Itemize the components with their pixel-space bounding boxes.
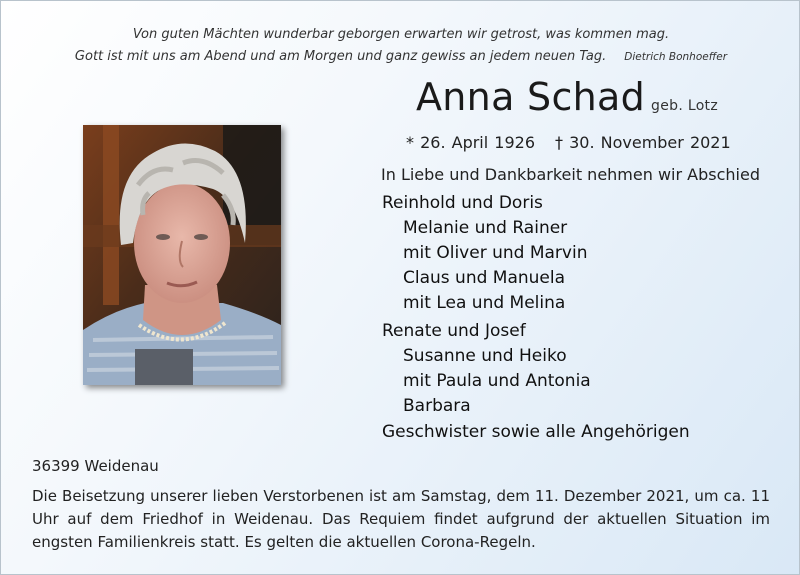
deceased-name-block [416, 73, 718, 130]
family-member: Claus und Manuela [403, 268, 566, 288]
family-member: Susanne und Heiko [403, 346, 567, 366]
place: 36399 Weidenau [32, 457, 159, 475]
bonhoeffer-quote [1, 24, 800, 68]
funeral-notice: Die Beisetzung unserer lieben Verstorbenen ist am Samstag, dem 11. Dezember 2021, um ca. 11 Uhr auf dem Friedhof in Weidenau. Das Requiem findet aufgrund der aktuellen Situation im engsten Familienkreis statt. Es gelten die aktuellen Corona-Regeln. [32, 487, 770, 551]
deceased-name: Anna Schad [416, 75, 646, 119]
right-eye [194, 234, 208, 240]
life-dates [406, 133, 731, 152]
family-member: Renate und Josef [382, 321, 526, 341]
left-eye [156, 234, 170, 240]
quote-line-2-text: Gott ist mit uns am Abend und am Morgen und ganz gewiss an jedem neuen Tag. [74, 49, 607, 64]
collar-stripes [135, 349, 193, 385]
window-frame [103, 125, 119, 305]
birth-date: * 26. April 1926 [406, 133, 535, 152]
other-relatives: Geschwister sowie alle Angehörigen [382, 422, 690, 442]
family-member: mit Lea und Melina [403, 293, 566, 313]
quote-author: Dietrich Bonhoeffer [624, 51, 728, 63]
quote-line-2 [1, 46, 800, 68]
portrait-illustration [83, 125, 281, 385]
family-member: Reinhold und Doris [382, 193, 543, 213]
birth-name: geb. Lotz [651, 98, 718, 114]
family-list [382, 191, 591, 419]
portrait-photo [83, 125, 281, 385]
quote-line-1: Von guten Mächten wunderbar geborgen erwarten wir getrost, was kommen mag. [132, 27, 670, 42]
family-member: mit Paula und Antonia [403, 371, 591, 391]
family-member: mit Oliver und Marvin [403, 243, 588, 263]
death-date: † 30. November 2021 [555, 133, 731, 152]
family-member: Barbara [403, 396, 471, 416]
family-member: Melanie und Rainer [403, 218, 568, 238]
farewell-line: In Liebe und Dankbarkeit nehmen wir Abschied [381, 165, 760, 184]
